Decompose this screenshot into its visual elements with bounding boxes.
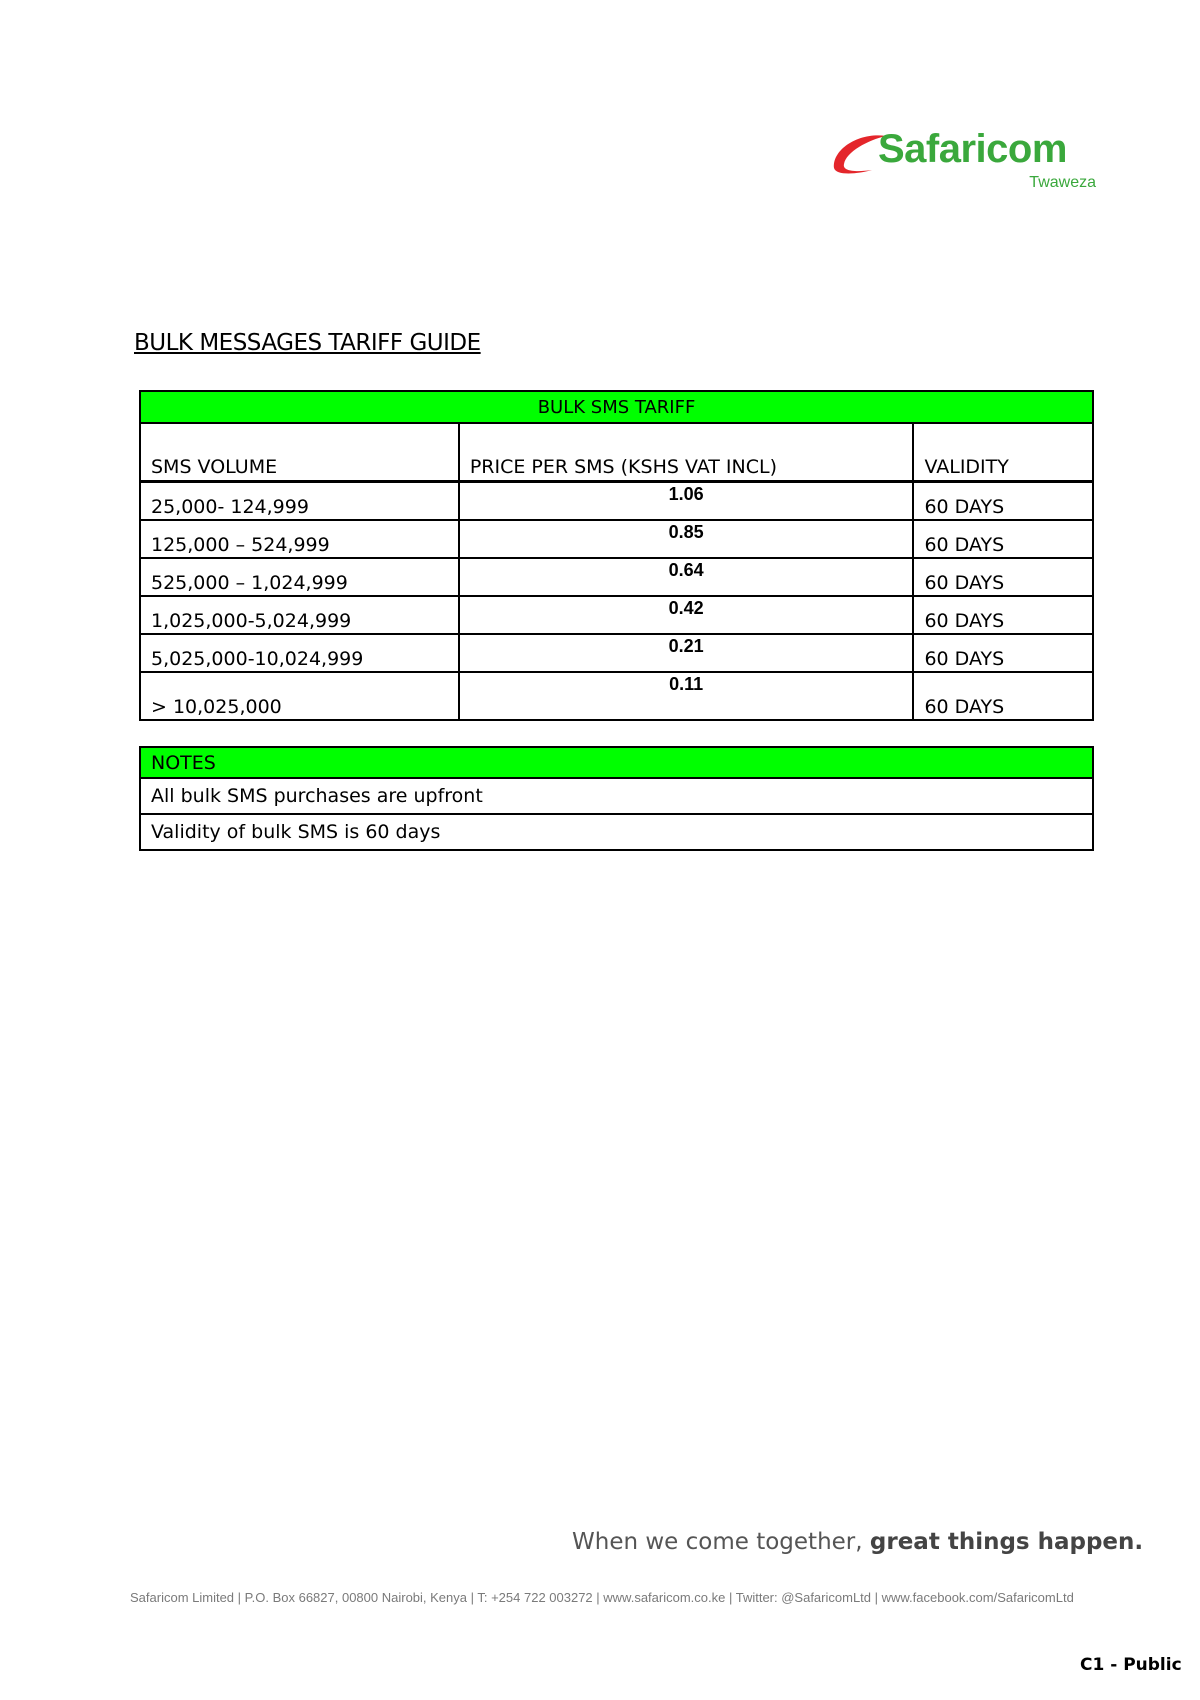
table-row	[140, 482, 1093, 521]
logo-subtitle: Twaweza	[1029, 174, 1096, 191]
column-header-validity: VALIDITY	[913, 423, 1093, 482]
column-header-price: PRICE PER SMS (KSHS VAT INCL)	[459, 423, 914, 482]
classification-label: C1 - Public	[1080, 1655, 1182, 1675]
tagline-bold: great things happen.	[869, 1529, 1144, 1555]
validity-cell: 60 DAYS	[913, 634, 1093, 672]
page-title: BULK MESSAGES TARIFF GUIDE	[134, 330, 481, 356]
validity-cell: 60 DAYS	[913, 672, 1093, 720]
tagline-prefix: When we come together,	[572, 1529, 870, 1555]
notes-header: NOTES	[140, 747, 1093, 778]
logo-wordmark: Safaricom	[878, 127, 1067, 171]
volume-cell: 25,000- 124,999	[140, 482, 459, 521]
column-header-volume: SMS VOLUME	[140, 423, 459, 482]
table-row	[140, 558, 1093, 596]
notes-table	[139, 746, 1094, 851]
volume-cell: > 10,025,000	[140, 672, 459, 720]
table-row	[140, 520, 1093, 558]
tariff-table	[139, 390, 1094, 721]
validity-cell: 60 DAYS	[913, 482, 1093, 521]
table-row	[140, 634, 1093, 672]
volume-cell: 125,000 – 524,999	[140, 520, 459, 558]
validity-cell: 60 DAYS	[913, 596, 1093, 634]
validity-cell: 60 DAYS	[913, 520, 1093, 558]
note-item: Validity of bulk SMS is 60 days	[140, 814, 1093, 850]
table-row	[140, 672, 1093, 720]
safaricom-logo	[828, 100, 1104, 200]
price-cell: 0.42	[459, 596, 914, 634]
price-cell: 1.06	[459, 482, 914, 521]
note-item: All bulk SMS purchases are upfront	[140, 778, 1093, 814]
volume-cell: 5,025,000-10,024,999	[140, 634, 459, 672]
table-row	[140, 596, 1093, 634]
footer-contact: Safaricom Limited | P.O. Box 66827, 00800 Nairobi, Kenya | T: +254 722 003272 | www.safaricom.co.ke | Twitter: @SafaricomLtd | www.facebook.com/SafaricomLtd	[130, 1590, 1074, 1605]
tariff-table-header: BULK SMS TARIFF	[140, 391, 1093, 423]
volume-cell: 525,000 – 1,024,999	[140, 558, 459, 596]
validity-cell: 60 DAYS	[913, 558, 1093, 596]
price-cell: 0.21	[459, 634, 914, 672]
volume-cell: 1,025,000-5,024,999	[140, 596, 459, 634]
tagline	[572, 1529, 1143, 1555]
price-cell: 0.64	[459, 558, 914, 596]
price-cell: 0.85	[459, 520, 914, 558]
price-cell: 0.11	[459, 672, 914, 720]
